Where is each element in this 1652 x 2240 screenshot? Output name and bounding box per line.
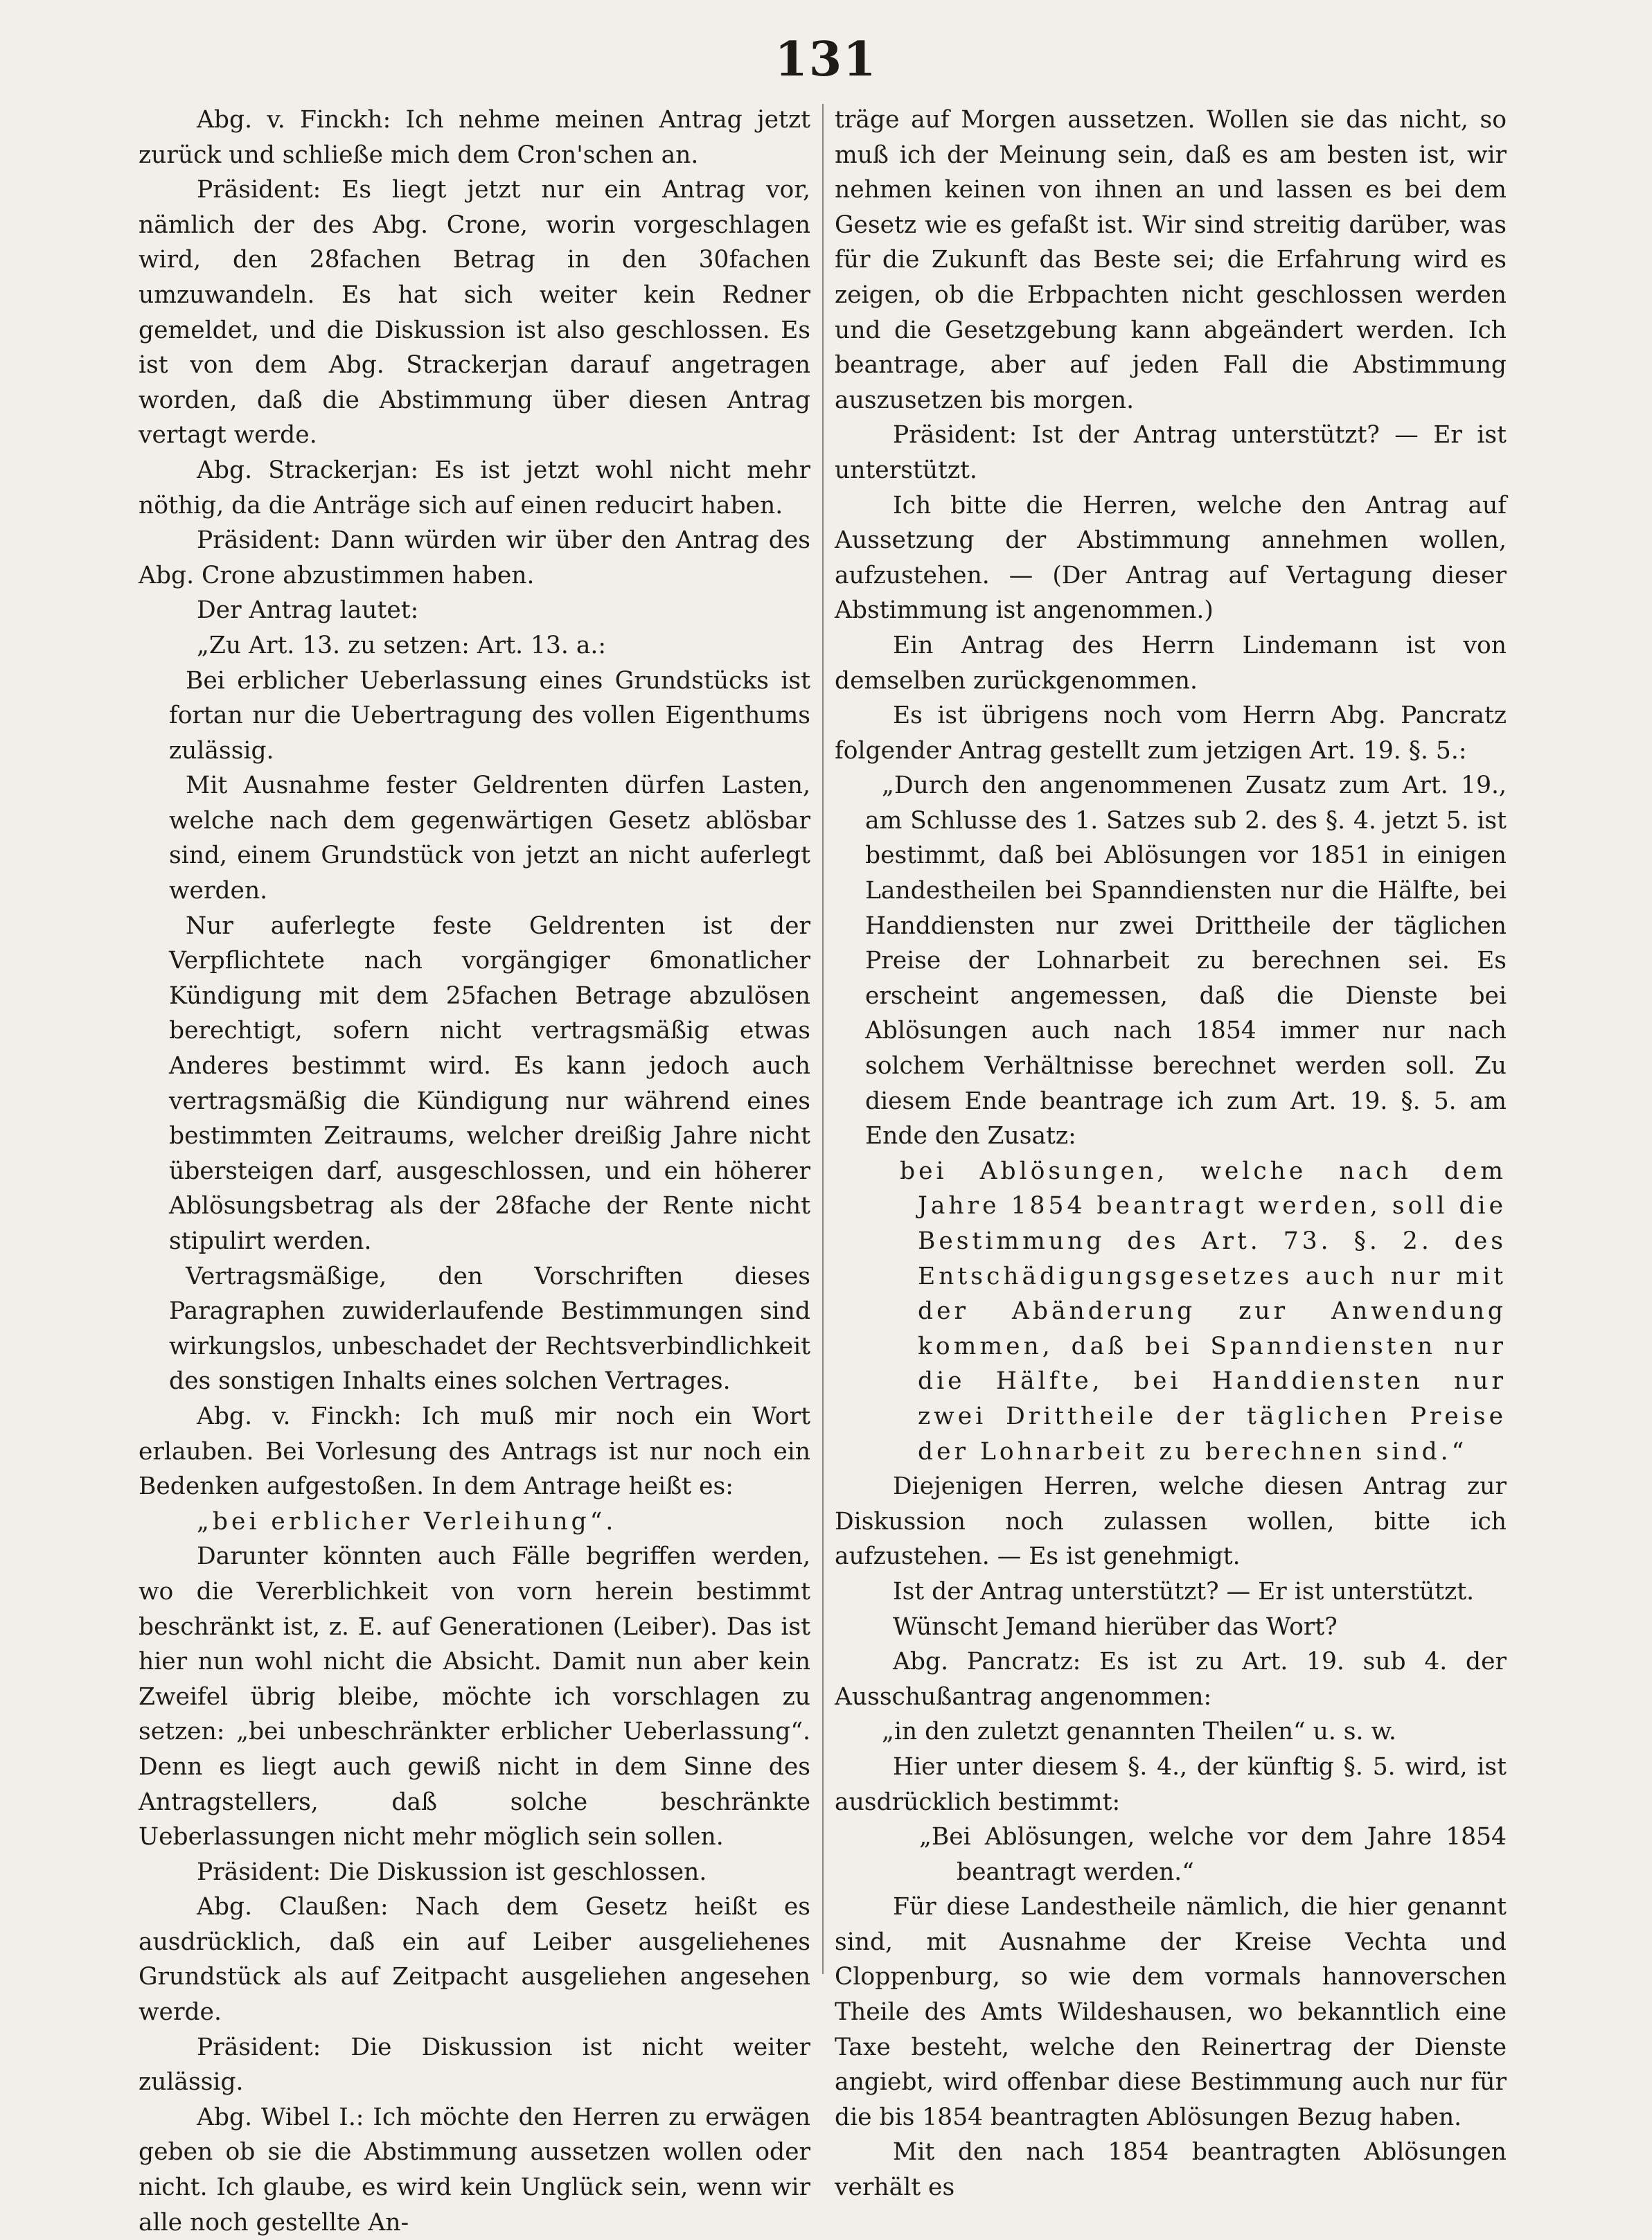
paragraph: Darunter könnten auch Fälle begriffen werden, wo die Vererblichkeit von vorn herein bestimmt beschränkt ist, z. E. auf Generationen (Leiber). Das ist hier nun wohl nicht die Absicht. Damit nun aber kein Zweifel übrig bleibe, möchte ich vorschlagen zu setzen: „bei unbeschränkter erblicher Ueberlassung“. Denn es liegt auch gewiß nicht in dem Sinne des Antragstellers, daß solche beschränkte Ueberlassungen nicht mehr möglich sein sollen. — [139, 1543, 810, 1851]
paragraph: Ist der Antrag unterstützt? — Er ist unterstützt. — [893, 1577, 1475, 1606]
paragraph: Diejenigen Herren, welche diesen Antrag zur Diskussion noch zulassen wollen, bitte ich aufzustehen. — Es ist genehmigt. — [835, 1473, 1507, 1571]
quoted-paragraph: Nur auferlegte feste Geldrenten ist der Verpflichtete nach vorgängiger 6monatlicher Kündigung mit dem 25fachen Betrage abzulösen berechtigt, sofern nicht vertragsmäßig etwas Anderes bestimmt wird. Es kann jedoch auch vertragsmäßig die Kündigung nur während eines bestimmten Zeitraums, welcher dreißig Jahre nicht übersteigen darf, ausgeschlossen, und ein höherer Ablösungsbetrag als der 28fache der Rente nicht stipulirt werden. — [169, 912, 810, 1255]
paragraph: Abg. Claußen: Nach dem Gesetz heißt es ausdrücklich, daß ein auf Leiber ausgeliehenes Grundstück als auf Zeitpacht ausgeliehen angesehen werde. — [139, 1893, 810, 2027]
paragraph: Wünscht Jemand hierüber das Wort? — [893, 1612, 1338, 1641]
paragraph: Für diese Landestheile nämlich, die hier genannt sind, mit Ausnahme der Kreise Vechta und Cloppenburg, so wie dem vormals hannoverschen Theile des Amts Wildeshausen, wo bekanntlich eine Taxe besteht, welche den Reinertrag der Dienste angiebt, wird offenbar diese Bestimmung auch nur für die bis 1854 beantragten Ablösungen Bezug haben. — [835, 1893, 1507, 2131]
quoted-phrase: „bei erblicher Verleihung“. — [197, 1507, 617, 1536]
paragraph: Abg. v. Finckh: Ich muß mir noch ein Wort erlauben. Bei Vorlesung des Antrags ist nur noch ein Bedenken aufgestoßen. In dem Antrage heißt es: — [139, 1402, 810, 1501]
paragraph: Ein Antrag des Herrn Lindemann ist von demselben zurückgenommen. — [835, 631, 1507, 695]
paragraph: Abg. Strackerjan: Es ist jetzt wohl nicht mehr nöthig, da die Anträge sich auf einen reducirt haben. — [139, 456, 810, 519]
paragraph: Mit den nach 1854 beantragten Ablösungen verhält es — [835, 2138, 1507, 2202]
quoted-heading: „Zu Art. 13. zu setzen: Art. 13. a.: — [197, 631, 607, 659]
paragraph: Hier unter diesem §. 4., der künftig §. 5. wird, ist ausdrücklich bestimmt: — [835, 1752, 1507, 1816]
quoted-paragraph: Bei erblicher Ueberlassung eines Grundstücks ist fortan nur die Uebertragung des vollen Eigenthums zulässig. — [169, 666, 810, 765]
column-divider — [822, 104, 824, 1974]
paragraph: Ich bitte die Herren, welche den Antrag auf Aussetzung der Abstimmung annehmen wollen, aufzustehen. — (Der Antrag auf Vertagung dieser Abstimmung ist angenommen.) — [835, 491, 1507, 625]
paragraph: Präsident: Es liegt jetzt nur ein Antrag vor, nämlich der des Abg. Crone, worin vorgeschlagen wird, den 28fachen Betrag in den 30fachen umzuwandeln. Es hat sich weiter kein Redner gemeldet, und die Diskussion ist also geschlossen. Es ist von dem Abg. Strackerjan darauf angetragen worden, daß die Abstimmung über diesen Antrag vertagt werde. — [139, 176, 810, 450]
quoted-paragraph: Mit Ausnahme fester Geldrenten dürfen Lasten, welche nach dem gegenwärtigen Gesetz ablösbar sind, einem Grundstück von jetzt an nicht auferlegt werden. — [169, 772, 810, 905]
paragraph: Der Antrag lautet: — [197, 596, 419, 625]
page-number: 131 — [774, 32, 878, 87]
paragraph: Abg. Wibel I.: Ich möchte den Herren zu erwägen geben ob sie die Abstimmung aussetzen wollen oder nicht. Ich glaube, es wird kein Unglück sein, wenn wir alle noch gestellte An- — [139, 2103, 810, 2237]
paragraph: Präsident: Die Diskussion ist nicht weiter zulässig. — [139, 2033, 810, 2097]
left-column — [139, 103, 810, 2240]
paragraph: Abg. v. Finckh: Ich nehme meinen Antrag jetzt zurück und schließe mich dem Cron'schen an. — [139, 106, 810, 169]
paragraph: träge auf Morgen aussetzen. Wollen sie das nicht, so muß ich der Meinung sein, daß es am besten ist, wir nehmen keinen von ihnen an und lassen es bei dem Gesetz wie es gefaßt ist. Wir sind streitig darüber, was für die Zukunft das Beste sei; die Erfahrung wird es zeigen, ob die Erbpachten nicht geschlossen werden und die Gesetzgebung kann abgeändert werden. Ich beantrage, aber auf jeden Fall die Abstimmung auszusetzen bis morgen. — [835, 106, 1507, 414]
paragraph: Präsident: Ist der Antrag unterstützt? — Er ist unterstützt. — [835, 421, 1507, 484]
right-column — [835, 103, 1507, 2205]
paragraph: Abg. Pancratz: Es ist zu Art. 19. sub 4. der Ausschußantrag angenommen: — [835, 1648, 1507, 1711]
quoted-paragraph: „in den zuletzt genannten Theilen“ u. s. w. — [882, 1718, 1396, 1746]
paragraph: Präsident: Die Diskussion ist geschlossen. — [197, 1858, 707, 1886]
quoted-paragraph: Vertragsmäßige, den Vorschriften dieses Paragraphen zuwiderlaufende Bestimmungen sind wirkungslos, unbeschadet der Rechtsverbindlichkeit des sonstigen Inhalts eines solchen Vertrages. — [169, 1262, 810, 1396]
quoted-paragraph: bei Ablösungen, welche nach dem Jahre 1854 beantragt werden, soll die Bestimmung des Art. 73. §. 2. des Entschädigungsgesetzes auch nur mit der Abänderung zur Anwendung kommen, daß bei Spanndiensten nur die Hälfte, bei Handdiensten nur zwei Drittheile der täglichen Preise der Lohnarbeit zu berechnen sind.“ — [900, 1157, 1507, 1466]
quoted-paragraph: „Durch den angenommenen Zusatz zum Art. 19., am Schlusse des 1. Satzes sub 2. des §. 4. jetzt 5. ist bestimmt, daß bei Ablösungen vor 1851 in einigen Landestheilen bei Spanndiensten nur die Hälfte, bei Handdiensten nur zwei Drittheile der täglichen Preise der Lohnarbeit zu berechnen sei. Es erscheint angemessen, daß die Dienste bei Ablösungen auch nach 1854 immer nur nach solchem Verhältnisse berechnet werden soll. Zu diesem Ende beantrage ich zum Art. 19. §. 5. am Ende den Zusatz: — [865, 772, 1507, 1150]
paragraph: Präsident: Dann würden wir über den Antrag des Abg. Crone abzustimmen haben. — [139, 526, 810, 589]
quoted-paragraph: „Bei Ablösungen, welche vor dem Jahre 1854 beantragt werden.“ — [919, 1823, 1507, 1886]
paragraph: Es ist übrigens noch vom Herrn Abg. Pancratz folgender Antrag gestellt zum jetzigen Art. 19. §. 5.: — [835, 702, 1507, 765]
